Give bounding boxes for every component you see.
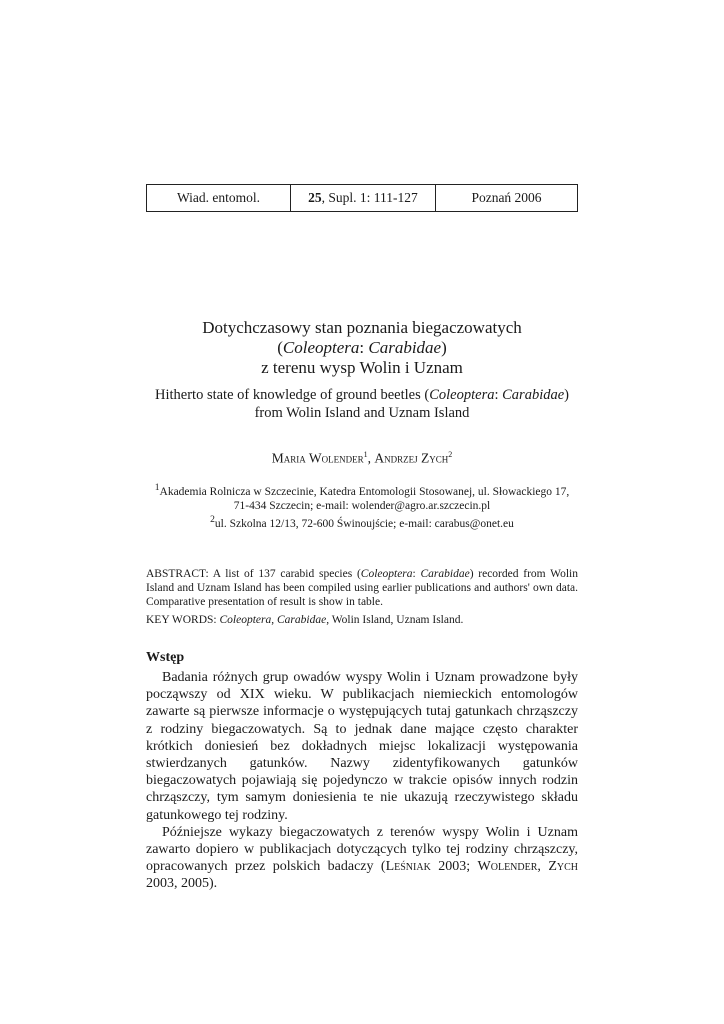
title-line-2: (Coleoptera: Carabidae) xyxy=(277,338,447,357)
affiliation-1: $^1$Akademia Rolnicza w Szczecinie, Katedra Entomologii Stosowanej, ul. Słowackiego 17, 71-434 Szczecin; e-mail: wolender@agro.ar.szczecin.pl xyxy=(154,482,570,512)
abstract: ABSTRACT: A list of 137 carabid species (Coleoptera: Carabidae) recorded from Wolin Island and Uznam Island has been compiled using earlier publications and authors' own data. Comparative presentation of result is show in table. xyxy=(146,568,578,609)
body-text xyxy=(146,669,578,893)
paper-title xyxy=(146,318,578,378)
title-order: Coleoptera xyxy=(282,338,360,357)
english-title-order: Coleoptera xyxy=(429,387,495,403)
title-line-3: z terenu wysp Wolin i Uznam xyxy=(261,358,463,377)
english-title-line-2: from Wolin Island and Uznam Island xyxy=(254,404,470,421)
authors: Maria Wolender$^1$, Andrzej Zych$^2$ xyxy=(271,450,453,466)
paragraph-1: Badania różnych grup owadów wyspy Wolin i Uznam prowadzone były począwszy od XIX wieku. W publikacjach niemieckich entomologów zawarte są pierwsze informacje o występujących tutaj gatunkach chrząszczy z rodziny biegaczowatych. Są to jednak dane mające często charakter krótkich doniesień bez dokładnych miejsc lokalizacji występowania stwierdzanych gatunków. Nazwy zidentyfikowanych gatunków biegaczowatych pojawiają się pojedynczo w trakcie opisów innych rodzin chrząszczy, tym samym doniesienia te nie ukazują rzeczywistego składu gatunkowego tej rodziny. xyxy=(146,670,578,823)
title-family: Carabidae xyxy=(368,338,442,357)
paragraph-2: Późniejsze wykazy biegaczowatych z terenów wyspy Wolin i Uznam zawarto dopiero w publikacjach dotyczących tylko tej rodziny chrząszczy, opracowanych przez polskich badaczy (Leśniak 2003; Wolender, Zych 2003, 2005). xyxy=(146,824,578,892)
volume-cell xyxy=(291,185,436,211)
author-1: Maria Wolender xyxy=(271,450,364,466)
title-line-1: Dotychczasowy stan poznania biegaczowatych xyxy=(202,318,522,337)
citation-lesniak: Leśniak xyxy=(385,859,431,875)
journal-name-cell xyxy=(147,185,291,211)
pages-range: , Supl. 1: 111-127 xyxy=(321,190,418,205)
affiliation-2: $^2$ul. Szkolna 12/13, 72-600 Świnoujście; e-mail: carabus@onet.eu xyxy=(210,514,514,530)
place-year: Poznań 2006 xyxy=(471,190,542,205)
author-2-sup: 2 xyxy=(448,450,453,459)
place-year-cell xyxy=(436,185,577,211)
author-2: Andrzej Zych xyxy=(374,450,449,466)
author-1-sup: 1 xyxy=(363,450,368,459)
journal-name: Wiad. entomol. xyxy=(176,190,261,205)
citation-wolender-zych: Wolender, Zych xyxy=(477,859,578,875)
section-heading: Wstęp xyxy=(146,650,185,665)
english-title-family: Carabidae xyxy=(502,387,565,403)
journal-header-table xyxy=(146,184,578,212)
english-title xyxy=(146,387,578,422)
volume-number: 25 xyxy=(308,190,322,205)
english-title-line-1: Hitherto state of knowledge of ground beetles (Coleoptera: Carabidae) xyxy=(155,387,569,403)
keywords: KEY WORDS: Coleoptera, Carabidae, Wolin Island, Uznam Island. xyxy=(146,614,464,626)
